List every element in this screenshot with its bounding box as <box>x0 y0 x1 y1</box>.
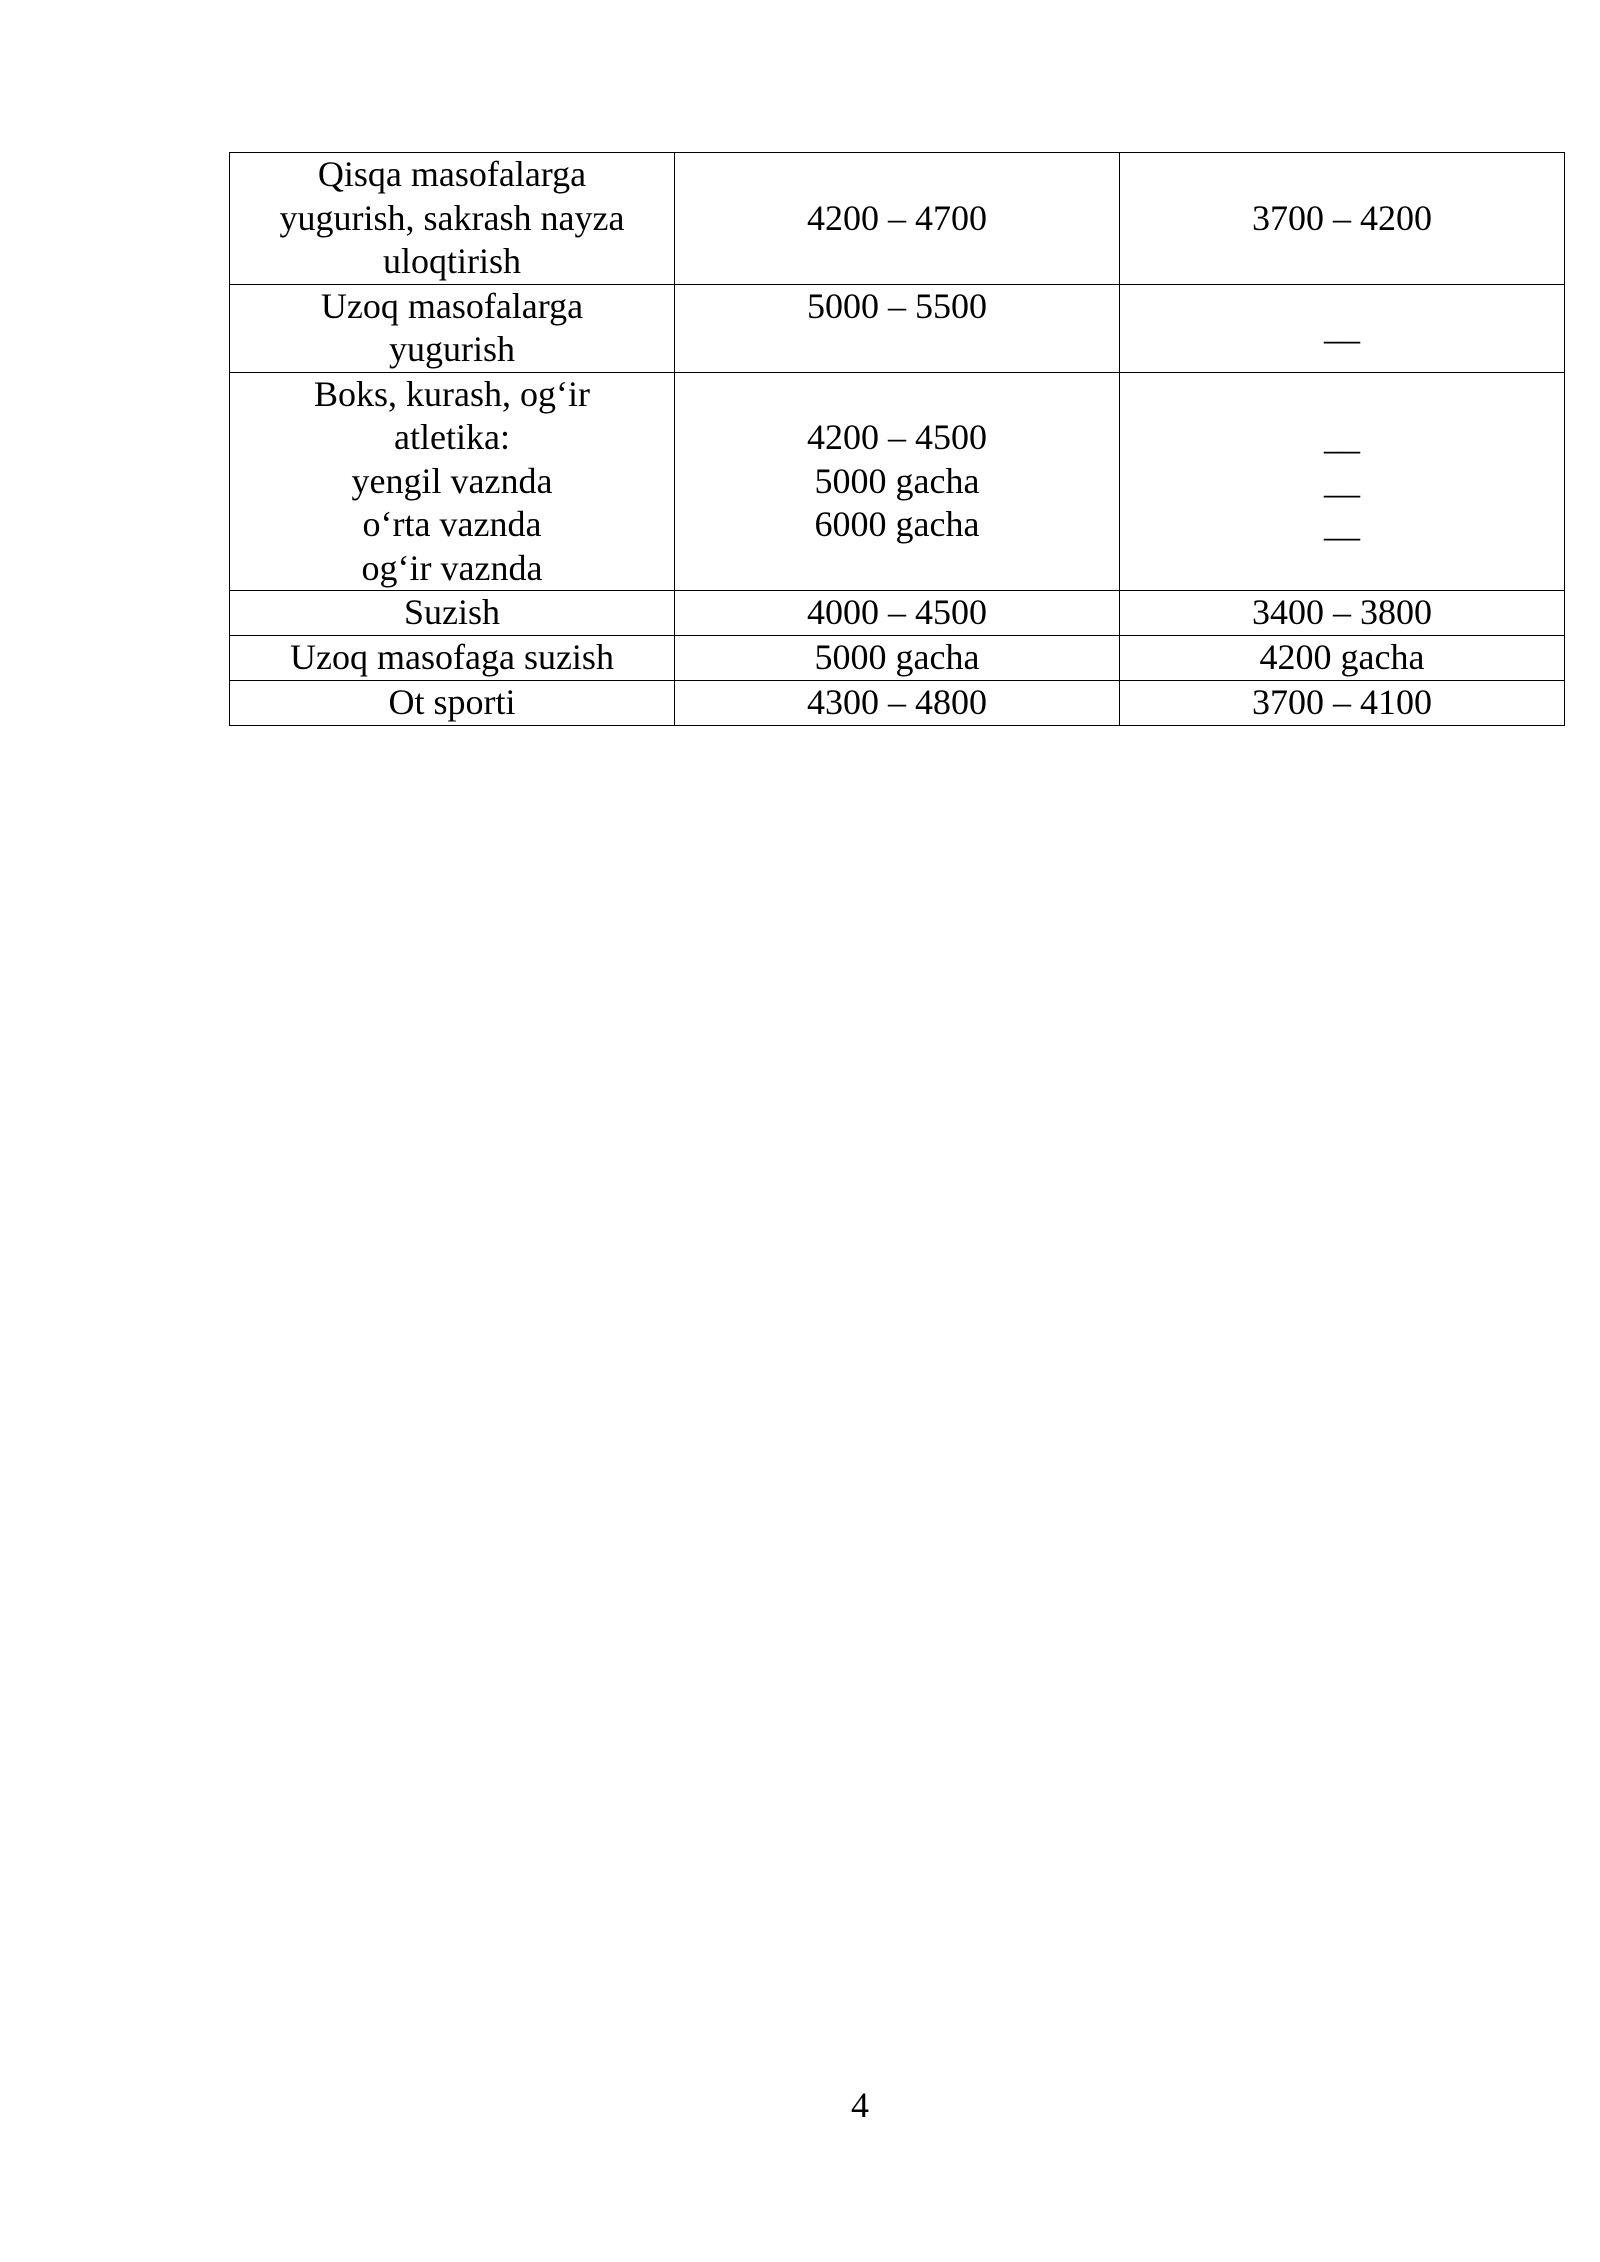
table-row <box>230 284 1565 372</box>
cell-text: 3700 – 4100 <box>1252 682 1432 723</box>
value-cell-col3 <box>1120 636 1565 681</box>
value-cell-col2 <box>675 372 1120 591</box>
cell-text: yugurish, sakrash nayza <box>279 197 625 238</box>
cell-text: __ <box>1324 460 1360 501</box>
cell-text: 4200 – 4700 <box>807 197 987 238</box>
cell-text: Uzoq masofalarga <box>320 285 584 326</box>
sport-cell <box>230 284 675 372</box>
cell-text: 3400 – 3800 <box>1252 592 1432 633</box>
sport-cell <box>230 372 675 591</box>
cell-text: 4000 – 4500 <box>807 592 987 633</box>
table-row <box>230 636 1565 681</box>
cell-text: 6000 gacha <box>814 504 980 544</box>
table-row <box>230 681 1565 726</box>
cell-text: Ot sporti <box>388 682 516 723</box>
sport-cell <box>230 636 675 681</box>
value-cell-col3 <box>1120 681 1565 726</box>
cell-text: 5000 – 5500 <box>807 285 987 326</box>
cell-text: Uzoq masofaga suzish <box>290 637 614 678</box>
sport-cell <box>230 153 675 285</box>
sport-cell <box>230 681 675 726</box>
cell-text: __ <box>1324 504 1360 544</box>
value-cell-col2 <box>675 591 1120 636</box>
value-cell-col3 <box>1120 591 1565 636</box>
cell-text: __ <box>1324 417 1360 457</box>
cell-text: 4300 – 4800 <box>807 682 987 723</box>
value-cell-col2 <box>675 681 1120 726</box>
cell-text: Suzish <box>403 592 500 633</box>
value-cell-col2 <box>675 284 1120 372</box>
cell-text: uloqtirish <box>382 241 521 281</box>
value-cell-col3 <box>1120 372 1565 591</box>
sport-cell <box>230 591 675 636</box>
table-row <box>230 372 1565 591</box>
cell-text: 4200 – 4500 <box>807 417 987 457</box>
cell-text: yengil vaznda <box>351 460 553 501</box>
sport-norms-table <box>229 152 1565 726</box>
cell-text: 5000 gacha <box>814 637 980 678</box>
value-cell-col2 <box>675 153 1120 285</box>
value-cell-col3 <box>1120 153 1565 285</box>
page-number: 4 <box>851 2085 869 2125</box>
cell-text: Qisqa masofalarga <box>317 154 587 194</box>
cell-text: 4200 gacha <box>1259 637 1425 678</box>
table-row <box>230 153 1565 285</box>
cell-text: yugurish <box>389 329 515 369</box>
table-row <box>230 591 1565 636</box>
cell-text: atletika: <box>394 417 510 457</box>
value-cell-col3 <box>1120 284 1565 372</box>
value-cell-col2 <box>675 636 1120 681</box>
cell-text: 5000 gacha <box>814 460 980 501</box>
cell-text: o‘rta vaznda <box>362 504 542 544</box>
cell-text: __ <box>1324 307 1360 348</box>
cell-text: og‘ir vaznda <box>361 547 543 588</box>
cell-text: Boks, kurash, og‘ir <box>314 373 590 414</box>
cell-text: 3700 – 4200 <box>1252 197 1432 238</box>
